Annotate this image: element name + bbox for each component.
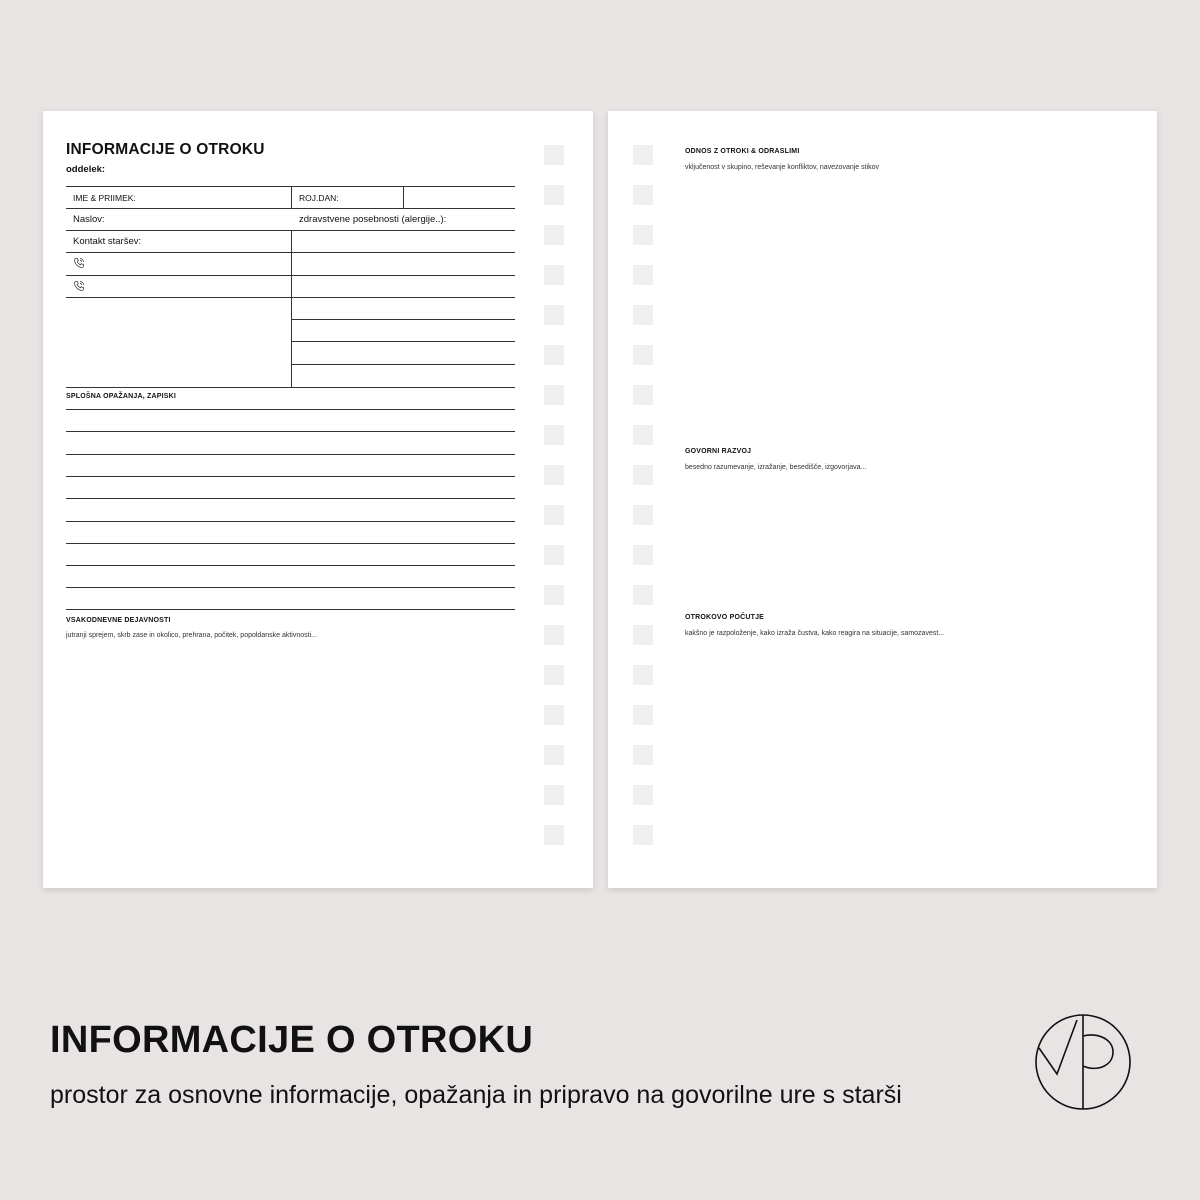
form-line [291,319,515,320]
binding-hole [633,265,653,285]
binding-hole [544,785,564,805]
binding-hole [544,705,564,725]
relations-label: ODNOS Z OTROKI & ODRASLIMI [685,148,800,155]
binding-holes [544,145,564,865]
binding-hole [633,585,653,605]
dob-field[interactable] [404,187,514,207]
phone-icon [73,280,85,292]
binding-hole [544,465,564,485]
binding-hole [633,145,653,165]
form-line [66,521,515,522]
dob-label: ROJ.DAN: [299,193,339,203]
form-line [66,498,515,499]
phone-icon [73,257,85,269]
form-line [66,387,515,388]
binding-hole [633,185,653,205]
binding-hole [633,665,653,685]
form-line [66,565,515,566]
page-title: INFORMACIJE O OTROKU [66,141,265,158]
speech-development-label: GOVORNI RAZVOJ [685,448,752,455]
binding-hole [633,545,653,565]
wellbeing-label: OTROKOVO POČUTJE [685,614,765,621]
binding-hole [544,585,564,605]
health-label: zdravstvene posebnosti (alergije..): [299,214,447,225]
left-page [43,111,593,888]
binding-hole [544,505,564,525]
form-line [66,454,515,455]
binding-hole [633,305,653,325]
form-line [291,186,292,208]
binding-holes [633,145,653,865]
binding-hole [544,745,564,765]
brand-logo-icon [1033,1012,1133,1112]
binding-hole [633,745,653,765]
form-line [66,587,515,588]
binding-hole [544,305,564,325]
form-line [291,230,292,387]
binding-hole [633,225,653,245]
binding-hole [633,705,653,725]
binding-hole [633,385,653,405]
parent-contact-label: Kontakt staršev: [73,236,142,247]
binding-hole [633,625,653,645]
right-page [608,111,1157,888]
speech-development-description: besedno razumevanje, izražanje, besedišče, izgovorjava... [685,464,867,471]
product-title: INFORMACIJE O OTROKU [50,1019,534,1061]
binding-hole [544,825,564,845]
form-line [66,431,515,432]
product-description: prostor za osnovne informacije, opažanja in pripravo na govorilne ure s starši [50,1081,902,1109]
form-line [66,208,515,209]
wellbeing-description: kakšno je razpoloženje, kako izraža čustva, kako reagira na situacije, samozavest... [685,630,945,637]
binding-hole [633,345,653,365]
binding-hole [633,425,653,445]
observations-label: SPLOŠNA OPAŽANJA, ZAPISKI [66,393,177,400]
binding-hole [544,425,564,445]
binding-hole [544,265,564,285]
binding-hole [633,505,653,525]
binding-hole [544,185,564,205]
binding-hole [633,825,653,845]
name-label: IME & PRIIMEK: [73,193,136,203]
form-line [66,476,515,477]
binding-hole [544,625,564,645]
daily-activities-label: VSAKODNEVNE DEJAVNOSTI [66,617,171,624]
binding-hole [544,345,564,365]
binding-hole [633,465,653,485]
form-line [66,543,515,544]
address-label: Naslov: [73,214,105,225]
form-line [291,341,515,342]
form-line [66,409,515,410]
binding-hole [544,145,564,165]
daily-activities-description: jutranji sprejem, skrb zase in okolico, prehrana, počitek, popoldanske aktivnosti... [66,632,317,639]
relations-description: vključenost v skupino, reševanje konfliktov, navezovanje stikov [685,164,880,171]
form-line [66,609,515,610]
binding-hole [544,385,564,405]
form-line [291,364,515,365]
binding-hole [633,785,653,805]
binding-hole [544,665,564,685]
group-label: oddelek: [66,164,106,175]
binding-hole [544,545,564,565]
binding-hole [544,225,564,245]
